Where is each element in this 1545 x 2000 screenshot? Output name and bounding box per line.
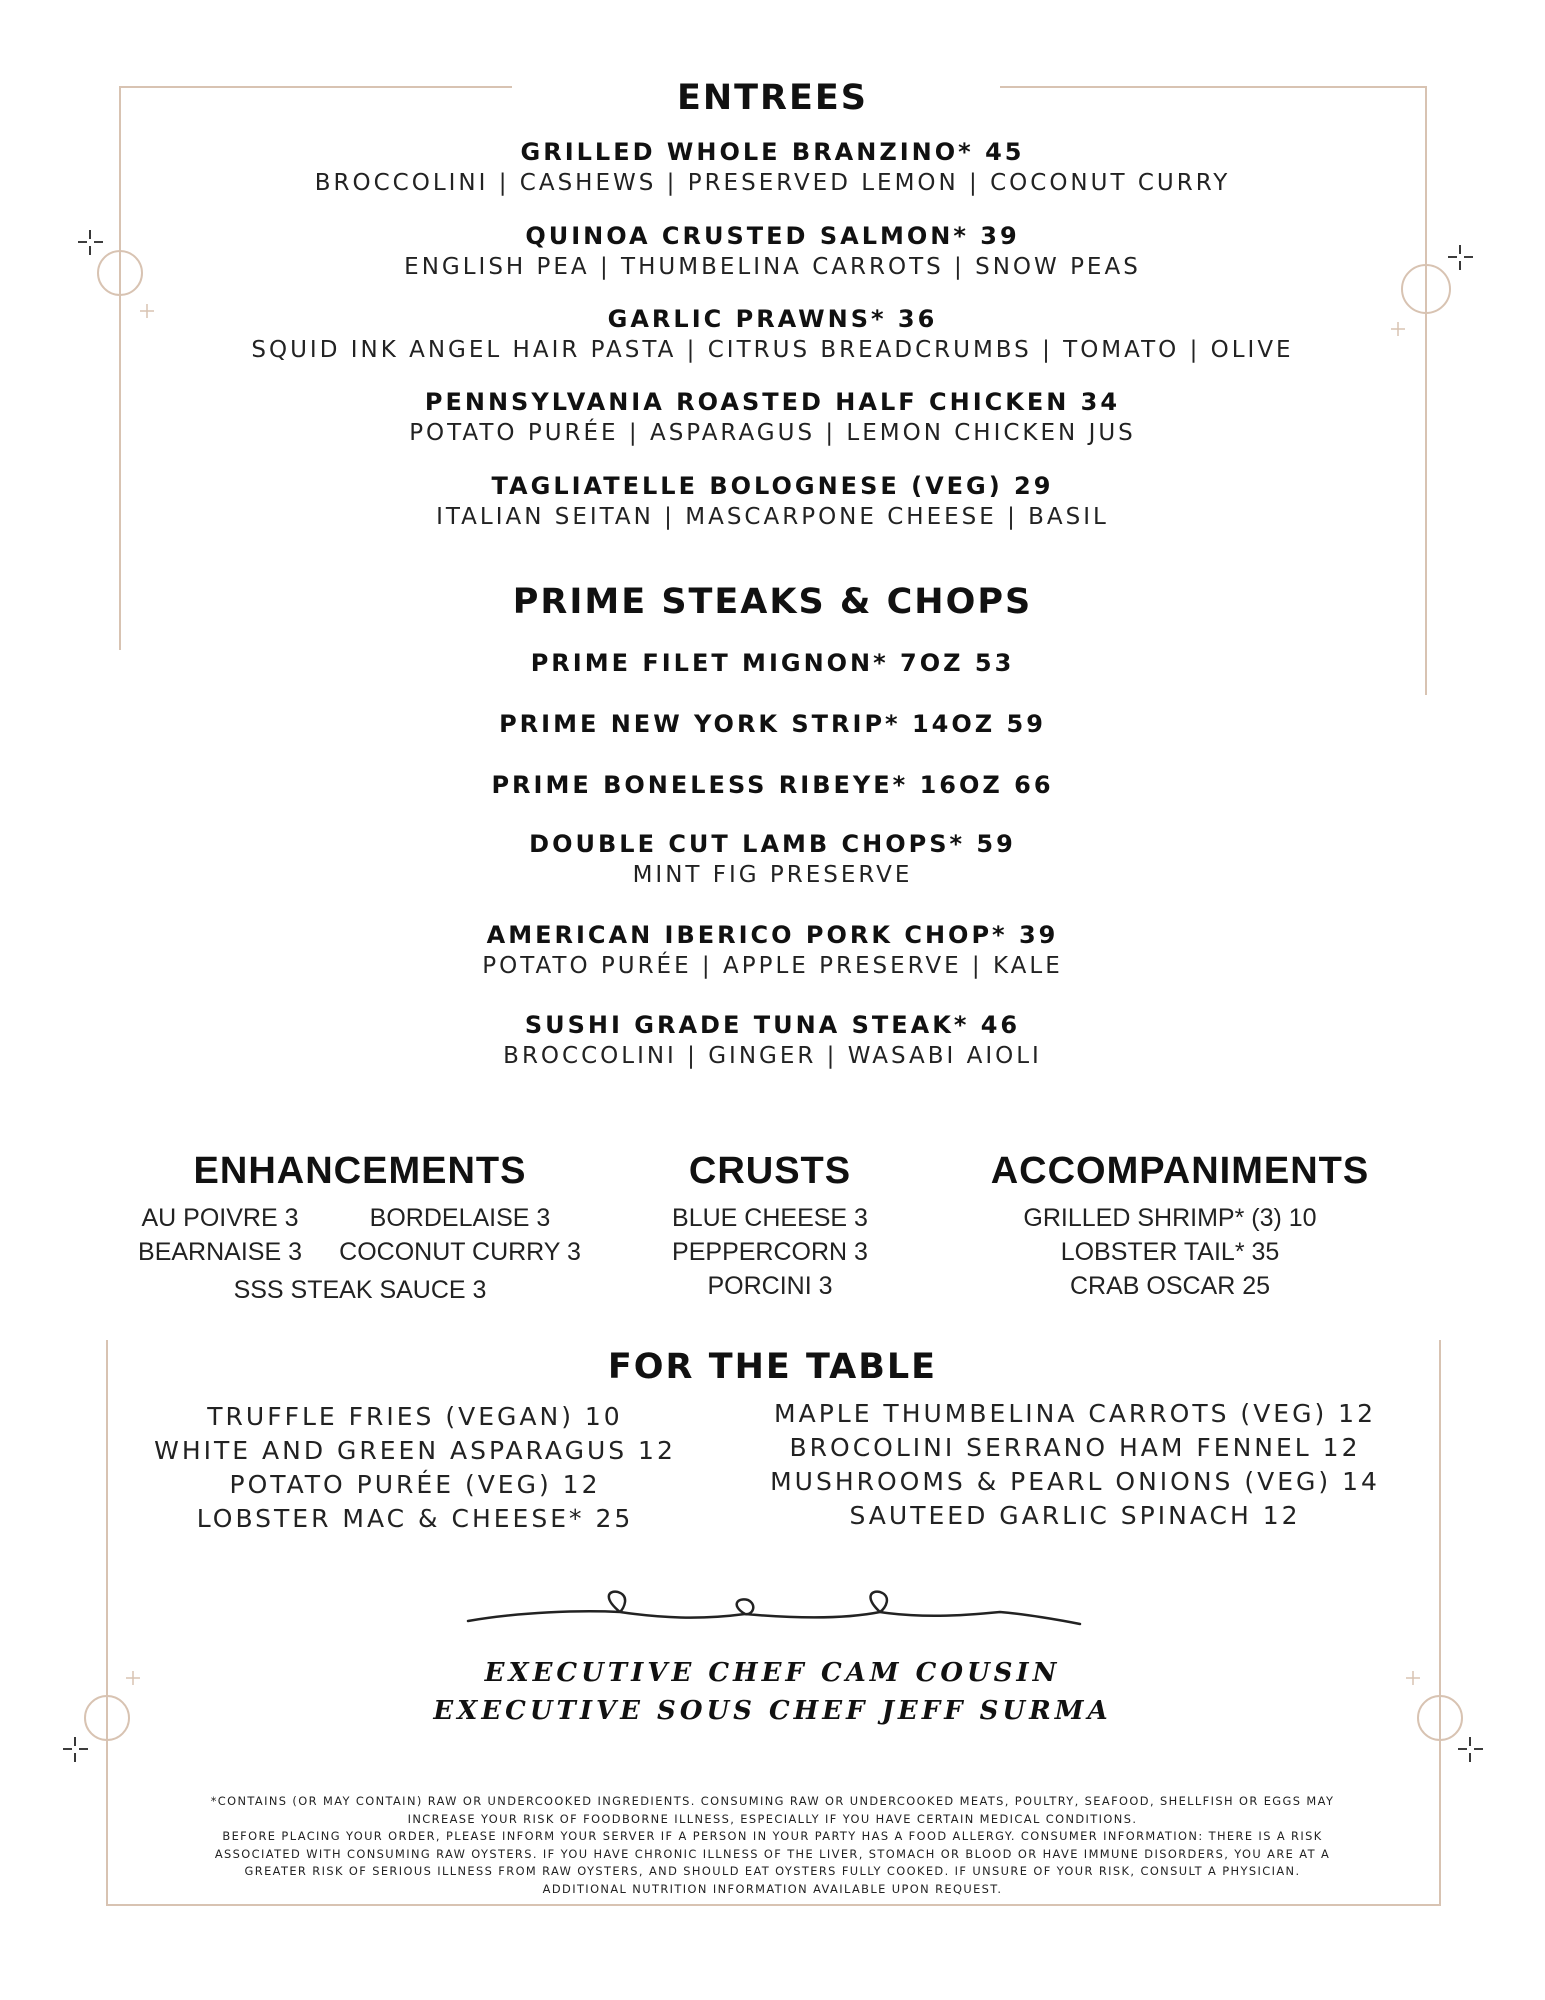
- menu-item-description: POTATO PURÉE | ASPARAGUS | LEMON CHICKEN JUS: [409, 420, 1136, 446]
- executive-sous-chef: EXECUTIVE SOUS CHEF JEFF SURMA: [433, 1696, 1112, 1726]
- disclaimer-line: *CONTAINS (OR MAY CONTAIN) RAW OR UNDERCOOKED INGREDIENTS. CONSUMING RAW OR UNDERCOOKED MEATS, POULTRY, SEAFOOD, SHELLFISH OR EGGS MAY: [210, 1794, 1335, 1808]
- side-item: POTATO PURÉE (VEG) 12: [229, 1470, 601, 1499]
- steaks-title: PRIME STEAKS & CHOPS: [512, 582, 1033, 622]
- flourish-divider: [468, 1592, 1080, 1624]
- menu-item-description: BROCCOLINI | CASHEWS | PRESERVED LEMON | COCONUT CURRY: [314, 170, 1231, 196]
- menu-item-description: MINT FIG PRESERVE: [632, 862, 913, 888]
- entrees-title: ENTREES: [676, 78, 869, 118]
- enhancement-item: BEARNAISE 3: [138, 1238, 302, 1266]
- accompaniment-item: GRILLED SHRIMP* (3) 10: [1023, 1204, 1317, 1232]
- menu-item-name: PRIME NEW YORK STRIP* 14OZ 59: [499, 710, 1046, 738]
- menu-item-name: AMERICAN IBERICO PORK CHOP* 39: [486, 921, 1059, 949]
- disclaimer-line: ADDITIONAL NUTRITION INFORMATION AVAILABLE UPON REQUEST.: [542, 1881, 1003, 1896]
- side-item: MAPLE THUMBELINA CARROTS (VEG) 12: [774, 1399, 1376, 1428]
- disclaimer-line: BEFORE PLACING YOUR ORDER, PLEASE INFORM YOUR SERVER IF A PERSON IN YOUR PARTY HAS A FOOD ALLERGY. CONSUMER INFORMATION: THERE IS A RISK: [222, 1829, 1323, 1844]
- accompaniments-title: ACCOMPANIMENTS: [990, 1150, 1370, 1192]
- menu-item-description: SQUID INK ANGEL HAIR PASTA | CITRUS BREADCRUMBS | TOMATO | OLIVE: [251, 337, 1294, 363]
- crusts-title: CRUSTS: [688, 1150, 852, 1192]
- side-item: WHITE AND GREEN ASPARAGUS 12: [154, 1436, 676, 1465]
- enhancement-item: BORDELAISE 3: [369, 1204, 551, 1232]
- crust-item: PEPPERCORN 3: [672, 1238, 868, 1266]
- enhancement-item: SSS STEAK SAUCE 3: [233, 1276, 487, 1304]
- enhancements-title: ENHANCEMENTS: [193, 1150, 527, 1192]
- menu-item-name: SUSHI GRADE TUNA STEAK* 46: [524, 1011, 1021, 1039]
- crust-item: BLUE CHEESE 3: [672, 1204, 868, 1232]
- allergy-disclaimer: [100, 1793, 1445, 1899]
- menu-item-name: PENNSYLVANIA ROASTED HALF CHICKEN 34: [424, 388, 1121, 416]
- side-item: MUSHROOMS & PEARL ONIONS (VEG) 14: [770, 1467, 1380, 1496]
- disclaimer-line: ASSOCIATED WITH CONSUMING RAW OYSTERS. IF YOU HAVE CHRONIC ILLNESS OF THE LIVER, STOMACH OR BLOOD OR HAVE IMMUNE DISORDERS, YOU ARE AT A: [214, 1846, 1331, 1861]
- accompaniment-item: LOBSTER TAIL* 35: [1060, 1238, 1280, 1266]
- accompaniment-item: CRAB OSCAR 25: [1069, 1272, 1271, 1300]
- menu-item-name: GRILLED WHOLE BRANZINO* 45: [520, 138, 1025, 166]
- disclaimer-line: GREATER RISK OF SERIOUS ILLNESS FROM RAW OYSTERS, AND SHOULD EAT OYSTERS FULLY COOKED. IF UNSURE OF YOUR RISK, CONSULT A PHYSICIAN.: [244, 1864, 1301, 1879]
- menu-item-name: DOUBLE CUT LAMB CHOPS* 59: [529, 830, 1016, 858]
- menu-item-description: ITALIAN SEITAN | MASCARPONE CHEESE | BASIL: [436, 504, 1109, 530]
- menu-item-description: ENGLISH PEA | THUMBELINA CARROTS | SNOW PEAS: [404, 254, 1141, 280]
- for-the-table-title: FOR THE TABLE: [607, 1347, 938, 1387]
- menu-item-name: GARLIC PRAWNS* 36: [607, 305, 938, 333]
- side-item: LOBSTER MAC & CHEESE* 25: [196, 1504, 634, 1533]
- enhancement-item: COCONUT CURRY 3: [339, 1238, 581, 1266]
- enhancement-item: AU POIVRE 3: [141, 1204, 299, 1232]
- menu-item-description: BROCCOLINI | GINGER | WASABI AIOLI: [503, 1043, 1042, 1069]
- menu-item-name: TAGLIATELLE BOLOGNESE (VEG) 29: [491, 472, 1054, 500]
- menu-item-description: POTATO PURÉE | APPLE PRESERVE | KALE: [482, 953, 1063, 979]
- menu-item-name: PRIME BONELESS RIBEYE* 16OZ 66: [491, 771, 1054, 799]
- crust-item: PORCINI 3: [707, 1272, 833, 1300]
- menu-item-name: PRIME FILET MIGNON* 7OZ 53: [530, 649, 1015, 677]
- side-item: TRUFFLE FRIES (VEGAN) 10: [207, 1402, 623, 1431]
- disclaimer-line: INCREASE YOUR RISK OF FOODBORNE ILLNESS, ESPECIALLY IF YOU HAVE CERTAIN MEDICAL CONDITIONS.: [407, 1811, 1138, 1826]
- side-item: BROCOLINI SERRANO HAM FENNEL 12: [789, 1433, 1361, 1462]
- executive-chef: EXECUTIVE CHEF CAM COUSIN: [484, 1658, 1061, 1688]
- menu-item-name: QUINOA CRUSTED SALMON* 39: [525, 222, 1020, 250]
- side-item: SAUTEED GARLIC SPINACH 12: [849, 1501, 1301, 1530]
